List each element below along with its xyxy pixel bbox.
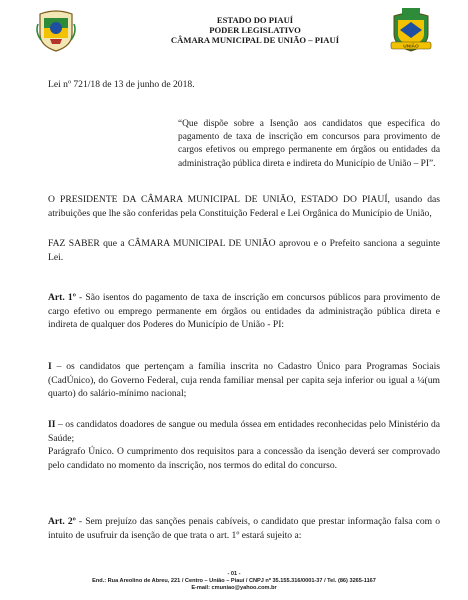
header-state: ESTADO DO PIAUÍ — [216, 15, 294, 25]
item-1 — [48, 360, 440, 401]
footer-email: E-mail: cmuniao@yahoo.com.br — [191, 585, 277, 592]
page-number: - 01 - — [227, 571, 241, 577]
enactment-paragraph: FAZ SABER que a CÂMARA MUNICIPAL DE UNIÃO aprovou e o Prefeito sanciona a seguinte Lei. — [48, 238, 440, 263]
crest-banner-text: UNIÃO — [403, 44, 419, 50]
document-header — [100, 15, 410, 45]
sole-paragraph: Parágrafo Único. O cumprimento dos requisitos para a concessão da isenção deverá ser comprovado pelo candidato no momento da inscrição, nos termos do edital do concurso. — [48, 446, 440, 471]
article-1-label: Art. 1º — [48, 292, 76, 303]
item-2 — [48, 418, 440, 472]
item-1-label: I — [48, 361, 52, 372]
header-power: PODER LEGISLATIVO — [209, 25, 301, 35]
item-1-text: – os candidatos que pertençam a família inscrita no Cadastro Único para Programas Sociais (CadÚnico), do Governo Federal, cuja renda familiar mensal per capita seja inferior ou igual a ¼(um quarto) do salário-mínimo nacional; — [48, 361, 440, 400]
footer-address: End.: Rua Areolino de Abreu, 221 / Centro – União – Piauí / CNPJ nº 35.155.316/0001-37 / Tel. (86) 3265-1167 — [92, 578, 376, 585]
item-2-label: II — [48, 419, 56, 430]
article-2-text: - Sem prejuízo das sanções penais cabíveis, o candidato que prestar informação falsa com o intuito de usufruir da isenção de que trata o art. 1º estará sujeito a: — [48, 516, 440, 541]
state-coat-of-arms-icon — [36, 8, 76, 52]
article-2 — [48, 515, 440, 542]
preamble-paragraph: O PRESIDENTE DA CÂMARA MUNICIPAL DE UNIÃO, ESTADO DO PIAUÍ, usando das atribuições que lhe são conferidas pela Constituição Federal e Lei Orgânica do Município de União, — [48, 194, 440, 219]
article-1-text: - São isentos do pagamento de taxa de inscrição em concursos públicos para provimento de cargo efetivo ou emprego permanente em órgãos ou entidades da administração pública direta e indireta de qualquer dos Poderes do Município de União - PI: — [48, 292, 440, 331]
law-number: Lei nº 721/18 de 13 de junho de 2018. — [48, 79, 195, 90]
law-summary: “Que dispõe sobre a Isenção aos candidatos que especifica do pagamento de taxa de inscrição em concursos para provimento de cargos efetivos ou emprego permanente em órgãos ou entidades da administração pública direta e indireta do Município de União – PI”. — [178, 119, 440, 169]
municipal-coat-of-arms-icon — [388, 6, 434, 52]
item-2-text: – os candidatos doadores de sangue ou medula óssea em entidades reconhecidas pelo Ministério da Saúde; — [48, 419, 440, 444]
article-1 — [48, 291, 440, 332]
article-2-label: Art. 2º — [48, 516, 76, 527]
header-chamber: CÂMARA MUNICIPAL DE UNIÃO – PIAUÍ — [170, 35, 340, 45]
page-footer — [0, 571, 468, 593]
